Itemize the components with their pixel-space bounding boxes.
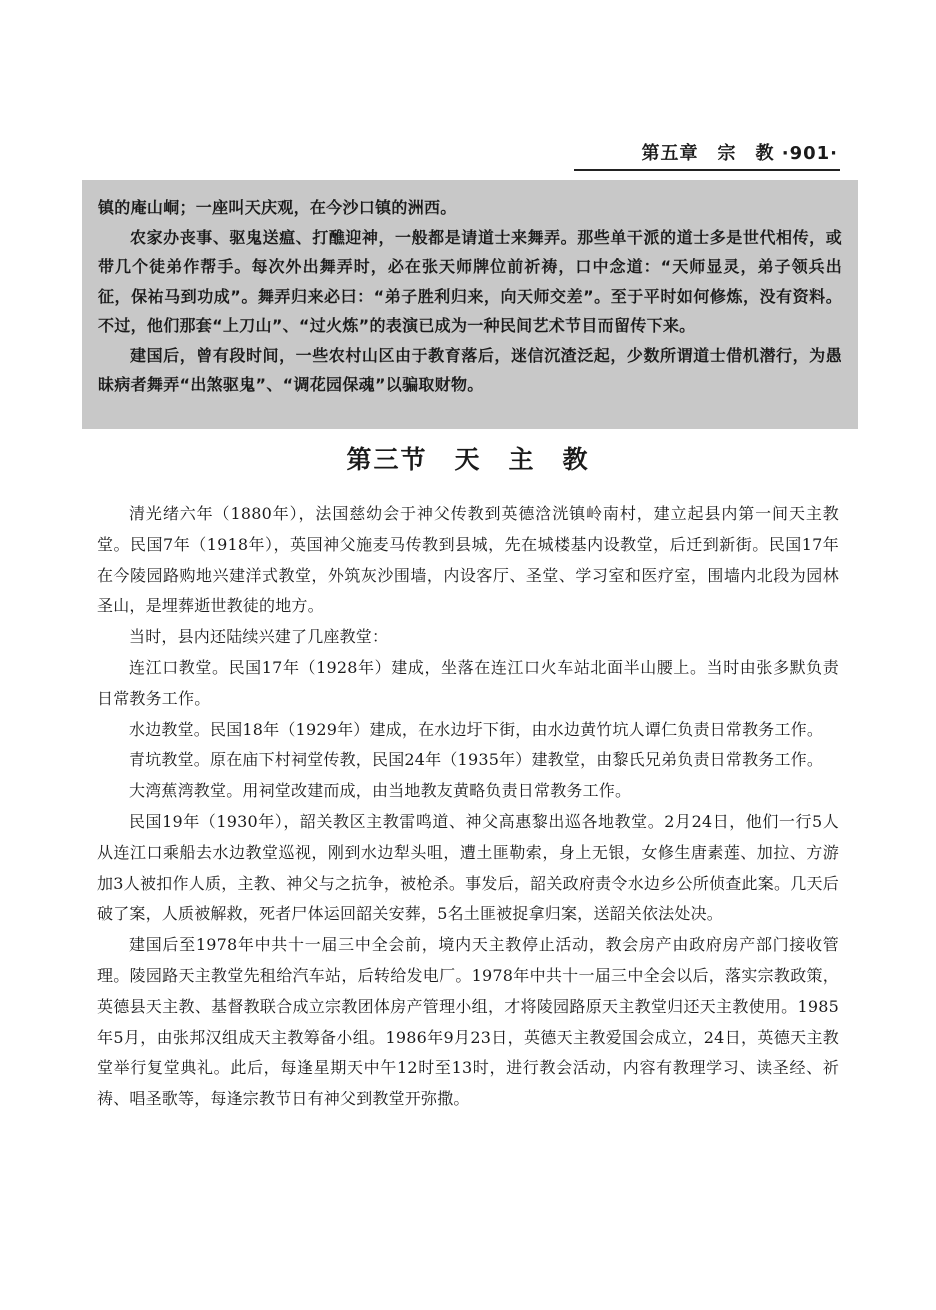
chapter-title: 第五章 宗 教	[641, 143, 775, 164]
gray-paragraph: 建国后，曾有段时间，一些农村山区由于教育落后，迷信沉渣泛起，少数所谓道士借机潜行，为愚昧病者舞弄“出煞驱鬼”、“调花园保魂”以骗取财物。	[98, 345, 842, 394]
body-text	[97, 499, 839, 1115]
gray-paragraph: 农家办丧事、驱鬼送瘟、打醮迎神，一般都是请道士来舞弄。那些单干派的道士多是世代相传，或带几个徒弟作帮手。每次外出舞弄时，必在张天师牌位前祈祷，口中念道：“天师显灵，弟子领兵出征，保祐马到功成”。舞弄归来必曰：“弟子胜利归来，向天师交差”。至于平时如何修炼，没有资料。不过，他们那套“上刀山”、“过火炼”的表演已成为一种民间艺术节目而留传下来。	[98, 227, 842, 335]
section-title: 第三节 天 主 教	[346, 445, 590, 474]
gray-paragraph: 镇的庵山峒；一座叫天庆观，在今沙口镇的洲西。	[98, 198, 457, 217]
body-paragraph: 当时，县内还陆续兴建了几座教堂：	[129, 627, 389, 647]
body-paragraph: 清光绪六年（1880年），法国慈幼会于神父传教到英德浛洸镇岭南村，建立起县内第一间天主教堂。民国7年（1918年），英国神父施麦马传教到县城，先在城楼基内设教堂，后迁到新街。民国17年在今陵园路购地兴建洋式教堂，外筑灰沙围墙，内设客厅、圣堂、学习室和医疗室，围墙内北段为园林圣山，是埋葬逝世教徒的地方。	[97, 504, 839, 616]
header-rule	[574, 169, 840, 171]
body-paragraph: 大湾蕉湾教堂。用祠堂改建而成，由当地教友黄略负责日常教务工作。	[129, 781, 632, 801]
running-header	[574, 140, 838, 168]
body-paragraph: 水边教堂。民国18年（1929年）建成，在水边圩下街，由水边黄竹坑人谭仁负责日常教务工作。	[129, 719, 824, 739]
page-number: ·901·	[781, 143, 838, 164]
body-paragraph: 民国19年（1930年），韶关教区主教雷鸣道、神父高惠黎出巡各地教堂。2月24日，他们一行5人从连江口乘船去水边教堂巡视，刚到水边犁头咀，遭土匪勒索，身上无银，女修生唐素莲、加拉、方游加3人被扣作人质，主教、神父与之抗争，被枪杀。事发后，韶关政府责令水边乡公所侦查此案。几天后破了案，人质被解救，死者尸体运回韶关安葬，5名土匪被捉拿归案，送韶关依法处决。	[97, 811, 839, 924]
body-paragraph: 连江口教堂。民国17年（1928年）建成，坐落在连江口火车站北面半山腰上。当时由张多默负责日常教务工作。	[97, 657, 839, 708]
body-paragraph: 建国后至1978年中共十一届三中全会前，境内天主教停止活动，教会房产由政府房产部门接收管理。陵园路天主教堂先租给汽车站，后转给发电厂。1978年中共十一届三中全会以后，落实宗教政策，英德县天主教、基督教联合成立宗教团体房产管理小组，才将陵园路原天主教堂归还天主教使用。1985年5月，由张邦汉组成天主教筹备小组。1986年9月23日，英德天主教爱国会成立，24日，英德天主教堂举行复堂典礼。此后，每逢星期天中午12时至13时，进行教会活动，内容有教理学习、读圣经、祈祷、唱圣歌等，每逢宗教节日有神父到教堂开弥撒。	[97, 935, 839, 1109]
body-paragraph: 青坑教堂。原在庙下村祠堂传教，民国24年（1935年）建教堂，由黎氏兄弟负责日常教务工作。	[129, 750, 824, 770]
highlighted-text-block	[82, 180, 858, 429]
